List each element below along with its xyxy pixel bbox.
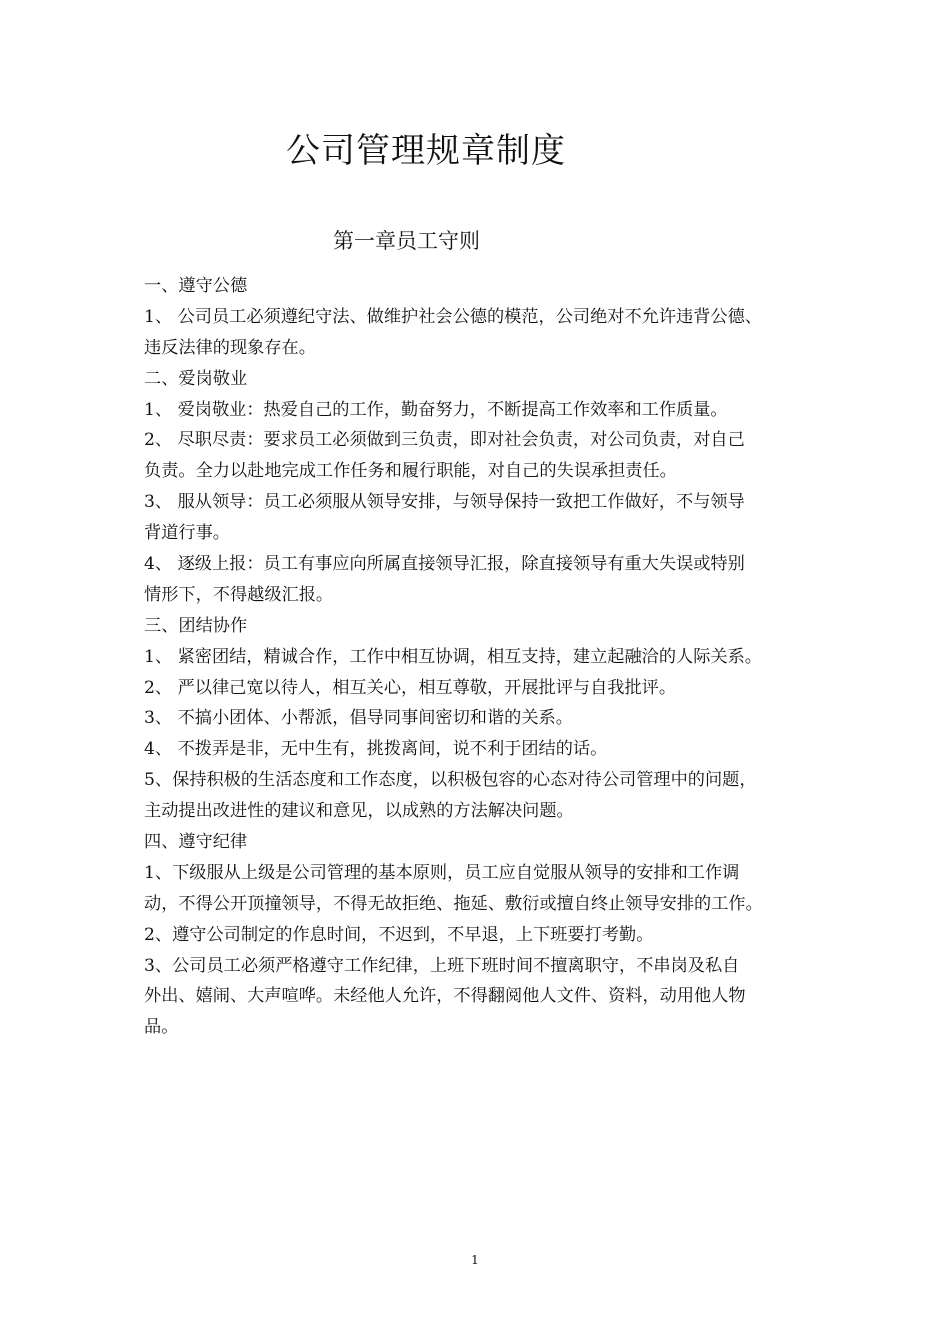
paragraph-line: 1、 紧密团结，精诚合作，工作中相互协调，相互支持，建立起融洽的人际关系。 bbox=[144, 646, 762, 667]
paragraph-line: 1、 公司员工必须遵纪守法、做维护社会公德的模范，公司绝对不允许违背公德、 bbox=[144, 306, 762, 327]
chapter-title: 第一章员工守则 bbox=[333, 229, 480, 253]
paragraph-line: 2、遵守公司制定的作息时间，不迟到，不早退，上下班要打考勤。 bbox=[144, 924, 654, 945]
paragraph-line: 负责。全力以赴地完成工作任务和履行职能，对自己的失误承担责任。 bbox=[144, 461, 677, 482]
paragraph-line: 5、保持积极的生活态度和工作态度，以积极包容的心态对待公司管理中的问题， bbox=[144, 770, 757, 791]
paragraph-line: 2、 严以律己宽以待人，相互关心，相互尊敬，开展批评与自我批评。 bbox=[144, 677, 677, 698]
paragraph-line: 2、 尽职尽责：要求员工必须做到三负责，即对社会负责，对公司负责，对自己 bbox=[144, 430, 745, 451]
section-heading: 三、团结协作 bbox=[144, 615, 248, 636]
page-number: 1 bbox=[471, 1253, 479, 1267]
paragraph-line: 动，不得公开顶撞领导，不得无故拒绝、拖延、敷衍或擅自终止领导安排的工作。 bbox=[144, 893, 763, 914]
section-heading: 一、遵守公德 bbox=[144, 276, 248, 296]
section-heading: 二、爱岗敬业 bbox=[144, 368, 248, 389]
paragraph-line: 3、 不搞小团体、小帮派，倡导同事间密切和谐的关系。 bbox=[144, 708, 573, 729]
paragraph-line: 3、公司员工必须严格遵守工作纪律，上班下班时间不擅离职守，不串岗及私自 bbox=[144, 955, 740, 976]
paragraph-line: 违反法律的现象存在。 bbox=[144, 337, 316, 358]
paragraph-line: 情形下，不得越级汇报。 bbox=[144, 584, 334, 605]
paragraph-line: 外出、嬉闹、大声喧哗。未经他人允许，不得翻阅他人文件、资料，动用他人物 bbox=[144, 986, 746, 1007]
paragraph-line: 背道行事。 bbox=[144, 523, 230, 544]
document-body bbox=[144, 271, 810, 1043]
section-heading: 四、遵守纪律 bbox=[144, 832, 248, 853]
paragraph-line: 主动提出改进性的建议和意见，以成熟的方法解决问题。 bbox=[144, 801, 574, 822]
paragraph-line: 1、下级服从上级是公司管理的基本原则，员工应自觉服从领导的安排和工作调 bbox=[144, 862, 740, 883]
paragraph-line: 4、 逐级上报：员工有事应向所属直接领导汇报，除直接领导有重大失误或特别 bbox=[144, 554, 745, 575]
paragraph-line: 1、 爱岗敬业：热爱自己的工作，勤奋努力，不断提高工作效率和工作质量。 bbox=[144, 399, 728, 420]
paragraph-line: 品。 bbox=[144, 1017, 179, 1038]
paragraph-line: 3、 服从领导：员工必须服从领导安排，与领导保持一致把工作做好，不与领导 bbox=[144, 492, 745, 513]
paragraph-line: 4、 不拨弄是非，无中生有，挑拨离间，说不利于团结的话。 bbox=[144, 739, 608, 760]
document-title: 公司管理规章制度 bbox=[286, 131, 566, 171]
